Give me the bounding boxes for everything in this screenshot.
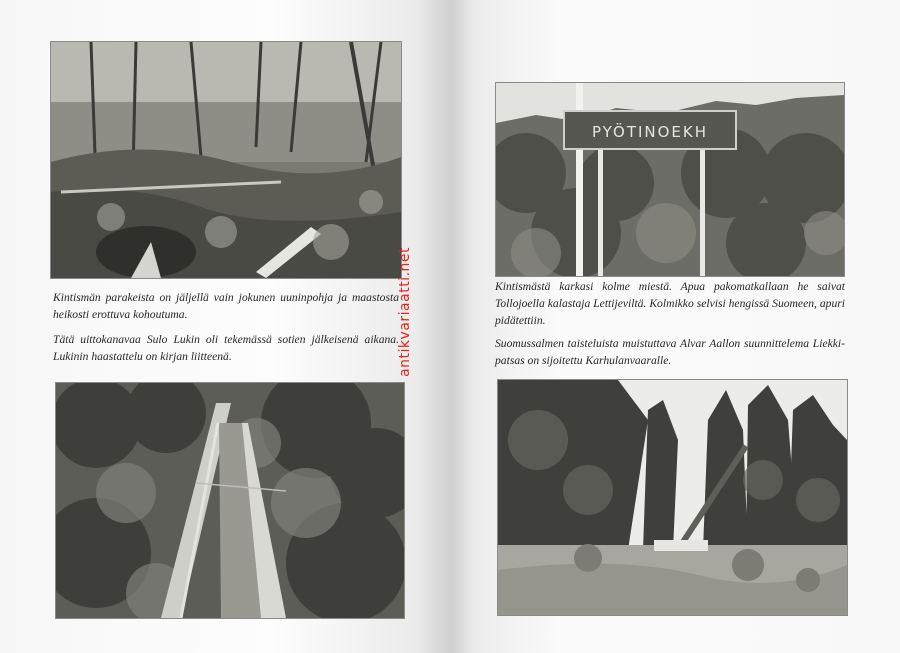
watermark-text: antikvariaatti.net (397, 247, 413, 377)
road-sign-image (496, 83, 844, 276)
right-page (452, 0, 900, 653)
photo-road-sign (495, 82, 845, 277)
sign-text: PYÖTINOEKH (591, 123, 709, 141)
photo-liekki-statue (497, 379, 848, 616)
caption-escape: Kintismästä karkasi kolme miestä. Apua pakomatkallaan he saivat Tollojoella kalastaja Lettijeviltä. Kolmikko selvisi hengissä Suomeen, apuri pidätettiin. (495, 280, 845, 327)
photo-floating-channel (55, 382, 405, 619)
statue-image (498, 380, 847, 615)
forest-ruins-image (51, 42, 401, 278)
caption-statue: Suomussalmen taisteluista muistuttava Alvar Aallon suunnittelema Liekki-patsas on sijoitettu Karhulanvaaralle. (495, 337, 845, 367)
channel-image (56, 383, 404, 618)
photo-barracks-ruins (50, 41, 402, 279)
caption-barracks: Kintismän parakeista on jäljellä vain jokunen uuninpohja ja maastosta heikosti erottuva kohoutuma. (53, 291, 399, 321)
caption-floating-channel: Tätä uittokanavaa Sulo Lukin oli tekemässä sotien jälkeisenä aikana. Lukinin haastattelu on kirjan liitteenä. (53, 333, 399, 363)
